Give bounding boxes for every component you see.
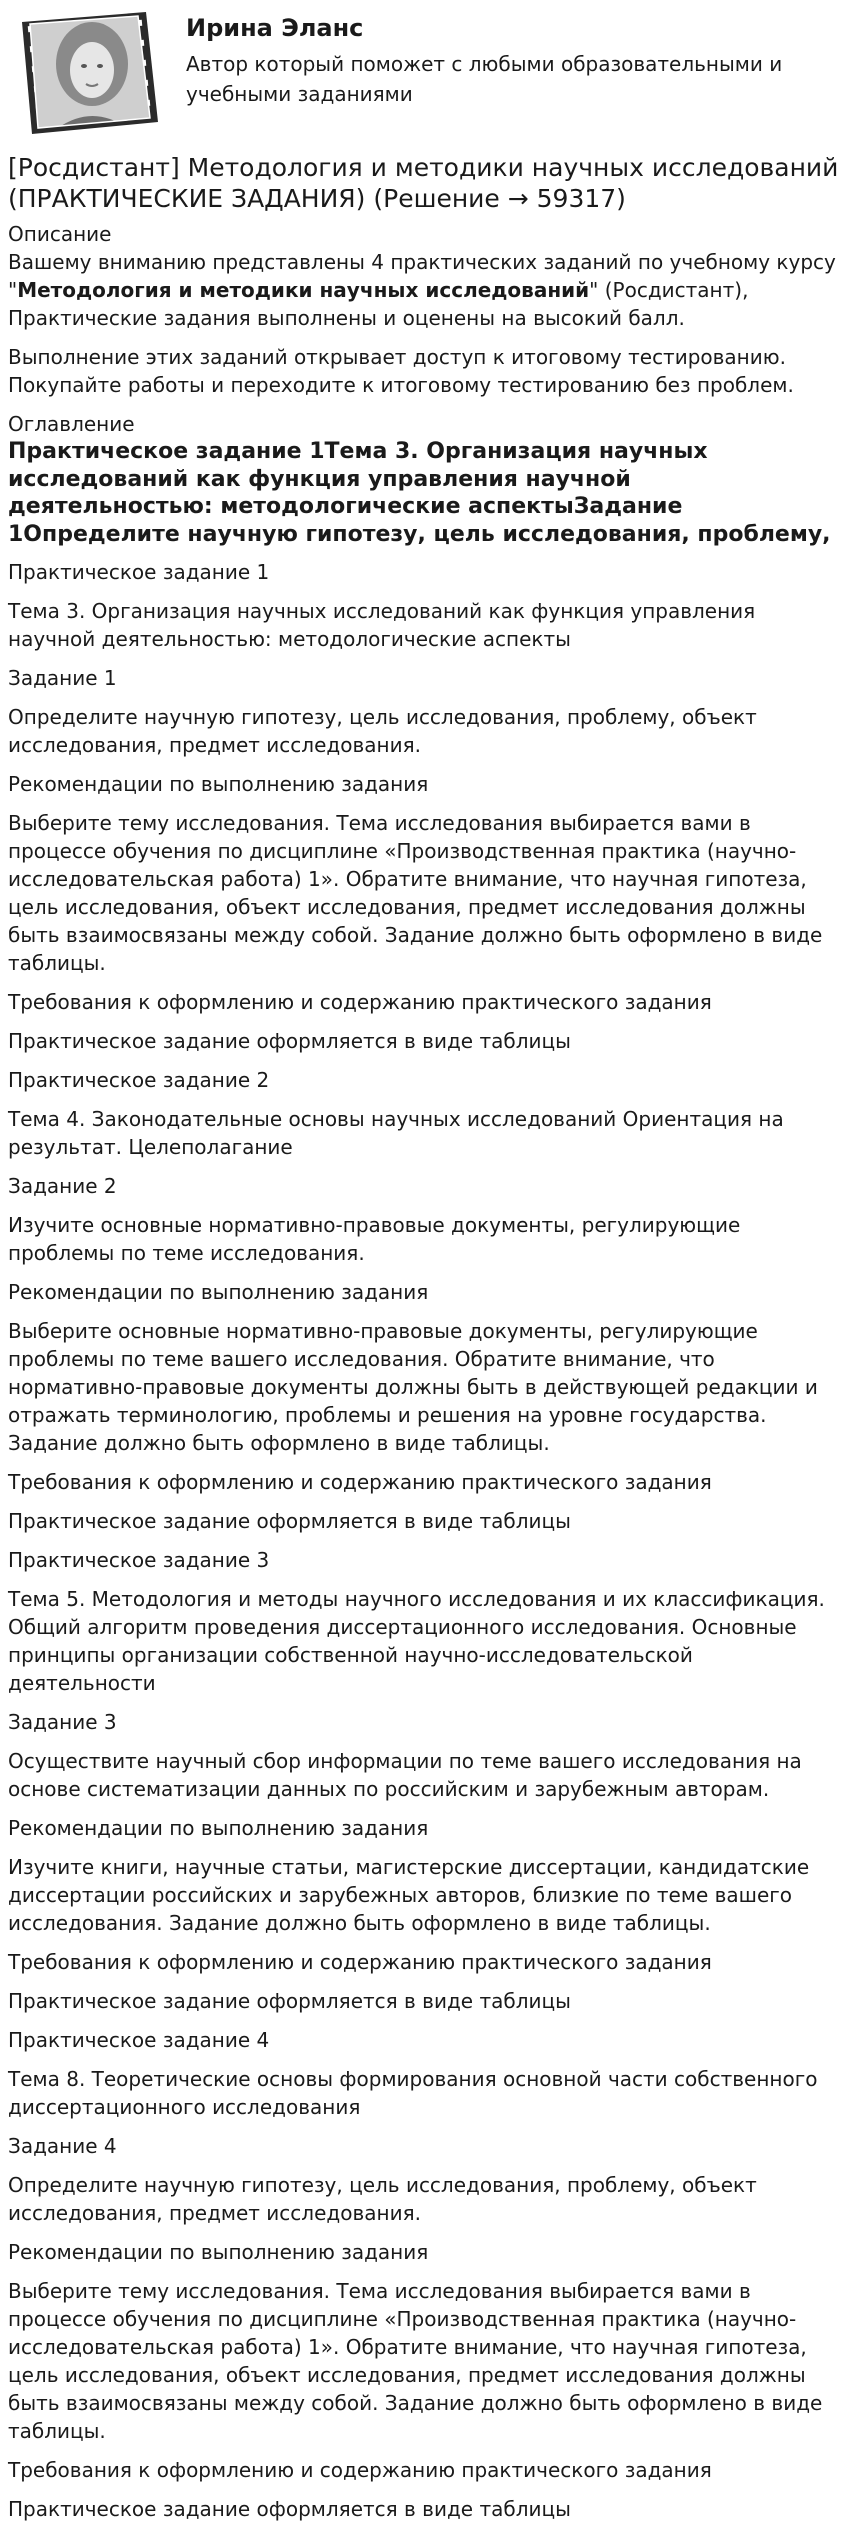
content-line: Определите научную гипотезу, цель исследования, проблему, объект исследования, предмет исследования. bbox=[8, 705, 757, 757]
content-line: Требования к оформлению и содержанию практического задания bbox=[8, 1470, 712, 1494]
content-line: Практическое задание оформляется в виде таблицы bbox=[8, 2497, 571, 2521]
content-line: Тема 5. Методология и методы научного исследования и их классификация. Общий алгоритм проведения диссертационного исследования. Основные принципы организации собственной научно-исследовательской деятельности bbox=[8, 1587, 825, 1695]
content-line: Тема 4. Законодательные основы научных исследований Ориентация на результат. Целеполагание bbox=[8, 1107, 784, 1159]
content-line: Тема 3. Организация научных исследований как функция управления научной деятельностью: методологические аспекты bbox=[8, 599, 756, 651]
description-paragraph-1 bbox=[8, 248, 839, 332]
content-line: Изучите книги, научные статьи, магистерские диссертации, кандидатские диссертации российских и зарубежных авторов, близкие по теме вашего исследования. Задание должно быть оформлено в виде таблицы. bbox=[8, 1855, 810, 1935]
content-line: Практическое задание оформляется в виде таблицы bbox=[8, 1029, 571, 1053]
content-line: Практическое задание 2 bbox=[8, 1068, 270, 1092]
content-line: Определите научную гипотезу, цель исследования, проблему, объект исследования, предмет исследования. bbox=[8, 2173, 757, 2225]
content-line: Практическое задание оформляется в виде таблицы bbox=[8, 1989, 571, 2013]
content-line: Практическое задание 1 bbox=[8, 560, 270, 584]
description-label: Описание bbox=[8, 222, 112, 246]
description-text-start: Вашему вниманию представлены 4 практических заданий по учебному курсу " bbox=[8, 250, 836, 302]
content-line: Осуществите научный сбор информации по теме вашего исследования на основе систематизации данных по российским и зарубежным авторам. bbox=[8, 1749, 802, 1801]
content-body bbox=[8, 558, 839, 2523]
content-line: Рекомендации по выполнению задания bbox=[8, 1280, 429, 1304]
content-line: Задание 3 bbox=[8, 1710, 117, 1734]
content-line: Тема 8. Теоретические основы формирования основной части собственного диссертационного исследования bbox=[8, 2067, 818, 2119]
description-text-end: " (Росдистант), Практические задания выполнены и оценены на высокий балл. bbox=[8, 278, 749, 330]
content-line: Практическое задание оформляется в виде таблицы bbox=[8, 1509, 571, 1533]
content-line: Практическое задание 3 bbox=[8, 1548, 270, 1572]
content-line: Выберите тему исследования. Тема исследования выбирается вами в процессе обучения по дисциплине «Производственная практика (научно-исследовательская работа) 1». Обратите внимание, что научная гипотеза, цель исследования, объект исследования, предмет исследования должны быть взаимосвязаны между собой. Задание должно быть оформлено в виде таблицы. bbox=[8, 2279, 823, 2443]
content-line: Практическое задание 4 bbox=[8, 2028, 270, 2052]
author-name[interactable]: Ирина Эланс bbox=[186, 14, 364, 42]
author-avatar[interactable] bbox=[8, 6, 160, 134]
content-line: Требования к оформлению и содержанию практического задания bbox=[8, 1950, 712, 1974]
content-line: Рекомендации по выполнению задания bbox=[8, 772, 429, 796]
content-line: Рекомендации по выполнению задания bbox=[8, 1816, 429, 1840]
course-name: Методология и методики научных исследований bbox=[17, 278, 590, 302]
content-line: Требования к оформлению и содержанию практического задания bbox=[8, 2458, 712, 2482]
content-line: Рекомендации по выполнению задания bbox=[8, 2240, 429, 2264]
content-line: Задание 1 bbox=[8, 666, 117, 690]
description-paragraph-2: Выполнение этих заданий открывает доступ к итоговому тестированию. Покупайте работы и переходите к итоговому тестированию без проблем. bbox=[8, 345, 794, 397]
page-title: [Росдистант] Методология и методики научных исследований (ПРАКТИЧЕСКИЕ ЗАДАНИЯ) (Решение → 59317) bbox=[8, 153, 839, 213]
content-line: Выберите тему исследования. Тема исследования выбирается вами в процессе обучения по дисциплине «Производственная практика (научно-исследовательская работа) 1». Обратите внимание, что научная гипотеза, цель исследования, объект исследования, предмет исследования должны быть взаимосвязаны между собой. Задание должно быть оформлено в виде таблицы. bbox=[8, 811, 823, 975]
content-line: Требования к оформлению и содержанию практического задания bbox=[8, 990, 712, 1014]
content-line: Задание 4 bbox=[8, 2134, 117, 2158]
author-block bbox=[8, 0, 839, 138]
toc-text: Практическое задание 1Тема 3. Организация научных исследований как функция управления научной деятельностью: методологические аспектыЗадание 1Определите научную гипотезу, цель исследования, проблему, bbox=[8, 439, 831, 547]
content-line: Выберите основные нормативно-правовые документы, регулирующие проблемы по теме вашего исследования. Обратите внимание, что нормативно-правовые документы должны быть в действующей редакции и отражать терминологию, проблемы и решения на уровне государства. Задание должно быть оформлено в виде таблицы. bbox=[8, 1319, 818, 1455]
toc-label: Оглавление bbox=[8, 412, 135, 436]
author-description: Автор который поможет с любыми образовательными и учебными заданиями bbox=[186, 52, 783, 106]
content-line: Задание 2 bbox=[8, 1174, 117, 1198]
author-info bbox=[186, 6, 786, 109]
content-line: Изучите основные нормативно-правовые документы, регулирующие проблемы по теме исследования. bbox=[8, 1213, 741, 1265]
